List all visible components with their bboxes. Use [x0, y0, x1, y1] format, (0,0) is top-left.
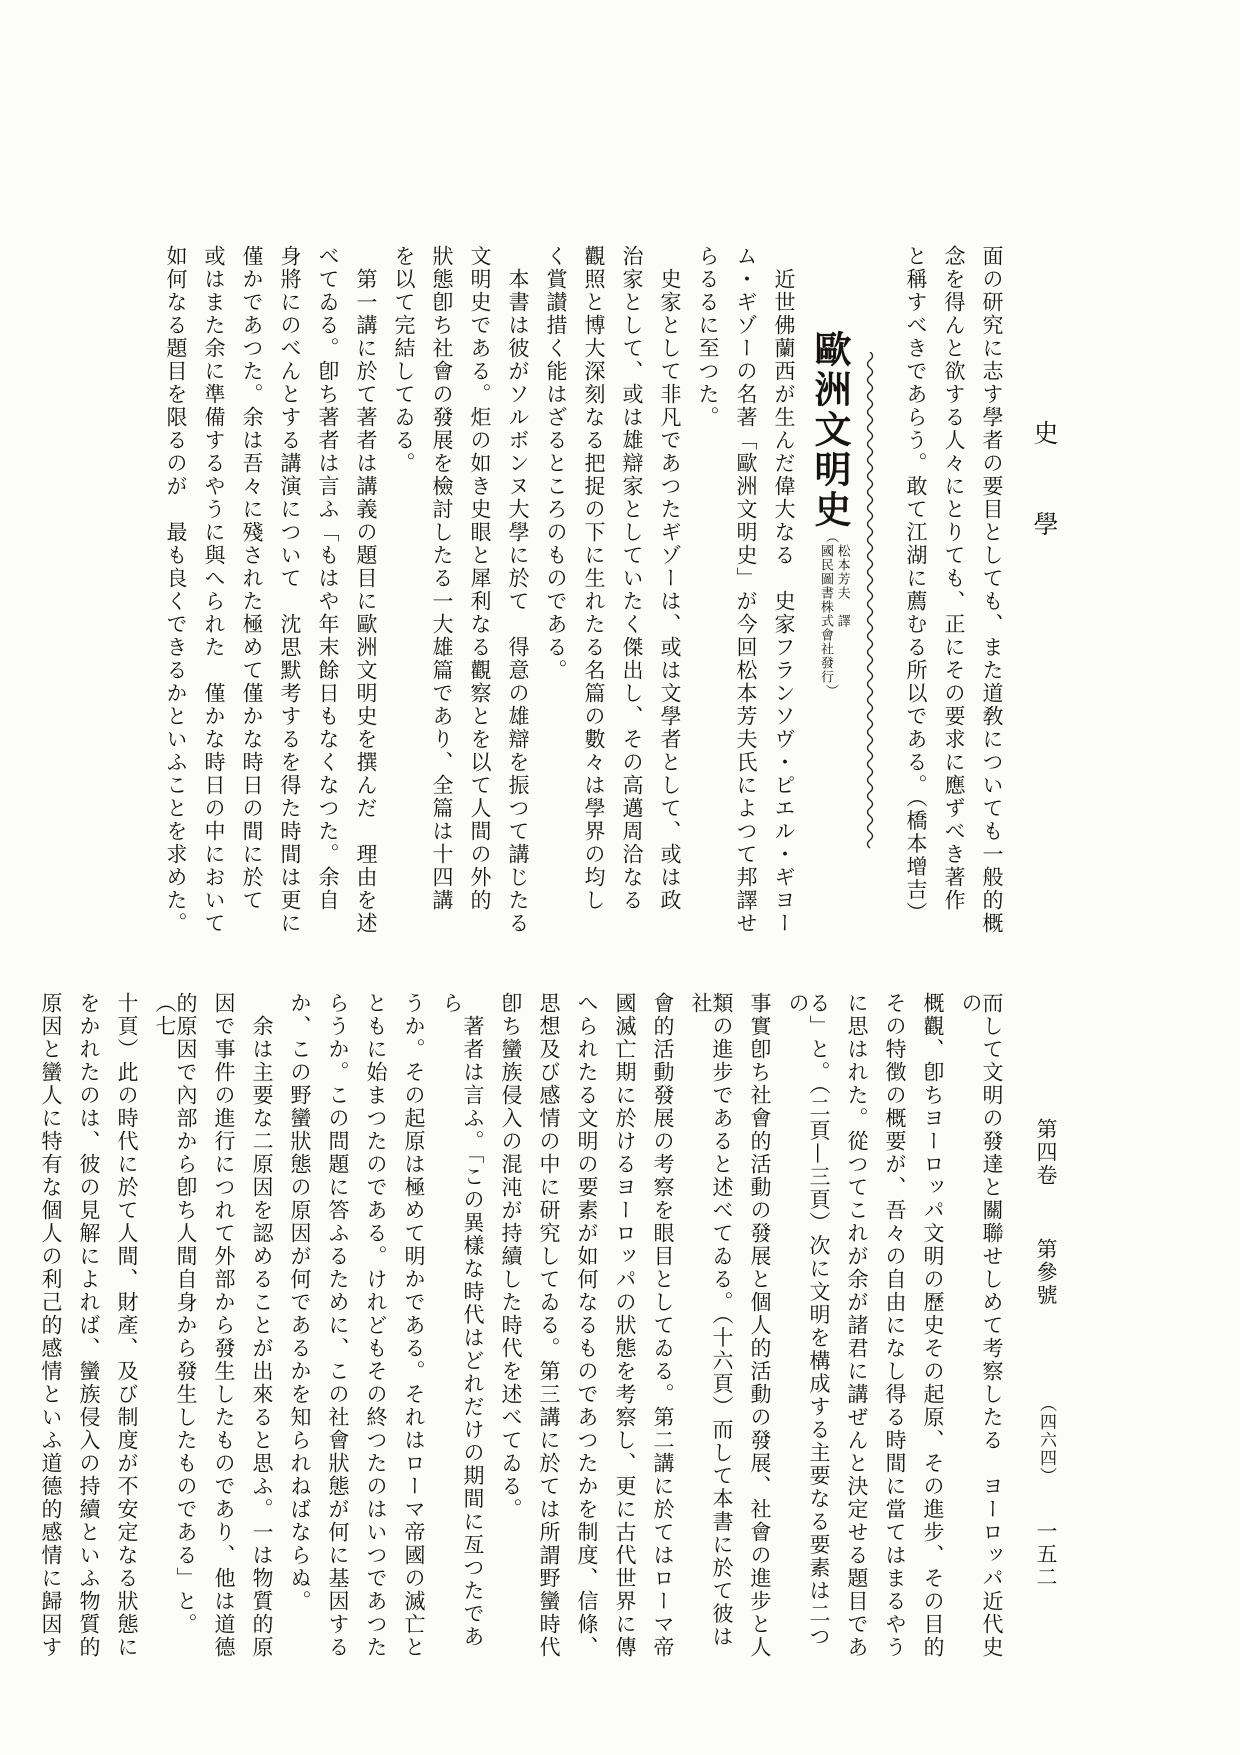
text-column: をかれたのは、彼の見解によれば、蠻族侵入の持續といふ物質的 — [77, 992, 101, 1659]
text-column: 類の進步であると述べてゐる。（十六頁）而して本書に於て彼は社 — [689, 992, 734, 1649]
text-column: ともに始まつたのである。けれどもその終つたのはいつであつた — [364, 992, 388, 1659]
upper-text-band — [165, 245, 1002, 945]
text-column: 如何なる題目を限るのが 最も良くできるかといふことを求めた。 — [164, 245, 188, 935]
issue-label: 第參號 — [1034, 1237, 1058, 1307]
page-number: 一五二 — [1034, 1520, 1058, 1590]
review-title: 歐洲文明史 — [808, 330, 852, 530]
text-column: る」と。（二頁—三頁）次に文明を構成する主要なる要素は二つの — [786, 992, 831, 1649]
text-column: 身將にのべんとする講演について 沈思默考するを得た時間は更に — [278, 245, 302, 935]
text-column: 念を得んと欲する人々にとりても、正にその要求に應ずべき著作 — [942, 245, 966, 912]
publisher-credit: 國民圖書株式會社發行 — [818, 544, 833, 684]
text-column: 國滅亡期に於けるヨーロッパの狀態を考察し、更に古代世界に傳 — [613, 992, 637, 1659]
review-body-lower — [40, 992, 1002, 1664]
title-annotation — [818, 530, 850, 698]
previous-review-ending — [905, 245, 1002, 945]
text-column: 十頁）此の時代に於て人間、財產、及び制度が不安定なる狀態に — [115, 992, 139, 1659]
annotation-columns — [818, 544, 848, 684]
review-body-upper — [165, 245, 794, 945]
text-column: 著者は言ふ。「この異樣な時代はどれだけの期間に亙つたであら — [440, 992, 485, 1649]
text-column: に思はれた。從つてこれが余が諸君に講ぜんと決定せる題目であ — [845, 992, 869, 1659]
text-column: 文明史である。炬の如き史眼と犀利なる觀察とを以て人間の外的 — [468, 245, 492, 912]
text-column: その特徴の概要が、吾々の自由になし得る時間に當てはまるやう — [883, 992, 907, 1659]
text-column: ム・ギゾーの名著「歐洲文明史」が今回松本芳夫氏によつて邦譯せ — [734, 245, 758, 935]
review-title-column — [808, 245, 852, 945]
text-column: 觀照と博大深刻なる把捉の下に生れたる名篇の數々は學界の均し — [582, 245, 606, 912]
text-column: 史家として非凡であつたギゾーは、或は文學者として、或は政 — [658, 268, 682, 912]
text-column: と稱すべきであらう。敢て江湖に薦むる所以である。（橋本增吉） — [904, 245, 928, 925]
text-column: 狀態卽ち社會の發展を檢討したる一大雄篇であり、全篇は十四講 — [430, 245, 454, 912]
text-column: 概觀、卽ちヨーロッパ文明の歷史その起原、その進步、その目的 — [921, 992, 945, 1659]
text-column: 近世佛蘭西が生んだ偉大なる 史家フランソヴ・ピエル・ギヨー — [772, 268, 796, 935]
text-column: べてゐる。卽ち著者は言ふ「もはや年末餘日もなくなつた。余自 — [316, 245, 340, 912]
text-column: 事實卽ち社會的活動の發展と個人的活動の發展、社會の進步と人 — [748, 992, 772, 1659]
text-column: らるるに至つた。 — [696, 245, 720, 429]
translator-credit: 松本芳夫 譯 — [834, 544, 850, 628]
running-footer — [1031, 1118, 1061, 1589]
text-column: を以て完結してゐる。 — [392, 245, 416, 475]
text-column: 第一講に於て著者は講義の題目に歐洲文明史を撰んだ 理由を述 — [354, 268, 378, 935]
annotation-close-paren: ） — [823, 684, 838, 698]
text-column: 而して文明の發達と關聯せしめて考察したる ヨーロッパ近代史の — [959, 992, 1004, 1659]
text-column: 會的活動發展の考察を眼目としてゐる。第二講に於てはローマ帝 — [651, 992, 675, 1659]
text-column: 卽ち蠻族侵入の混沌が持續した時代を述べてゐる。 — [499, 992, 523, 1521]
text-column: らうか。この問題に答ふるために、この社會狀態が何に基因する — [326, 992, 350, 1659]
text-column: 面の研究に志す學者の要目としても、また道敎についても一般的概 — [980, 245, 1004, 935]
text-column: 治家として、或は雄辯家としていたく傑出し、その高邁周洽なる — [620, 245, 644, 912]
text-column: 僅かであつた。余は吾々に殘された極めて僅かな時日の間に於て — [240, 245, 264, 912]
section-page-number: （四六四） — [1036, 1395, 1056, 1486]
journal-title: 史學 — [1030, 420, 1059, 602]
text-column: へられたる文明の要素が如何なるものであつたかを制度、信條、 — [575, 992, 599, 1659]
text-column: 原因と蠻人に特有な個人の利己的感情といふ道德的感情に歸因す — [39, 992, 63, 1659]
text-column: 思想及び感情の中に研究してゐる。第三講に於ては所謂野蠻時代 — [537, 992, 561, 1659]
text-column: うか。その起原は極めて明かである。それはローマ帝國の滅亡と — [402, 992, 426, 1659]
text-column: 余は主要な二原因を認めることが出來ると思ふ。一は物質的原 — [250, 1015, 274, 1659]
volume-label: 第四卷 — [1034, 1118, 1058, 1187]
text-column: く賞讃措く能はざるところのものである。 — [544, 245, 568, 682]
text-column: 本書は彼がソルボンヌ大學に於て 得意の雄辯を振つて講じたる — [506, 268, 530, 935]
text-column: 因で事件の進行につれて外部から發生したものであり、他は道德 — [212, 992, 236, 1659]
text-column: 的原因で內部から卽ち人間自身から發生したものである」と。（七 — [153, 992, 198, 1636]
text-column: か、この野蠻狀態の原因が何であるかを知られねばならぬ。 — [288, 992, 312, 1613]
annotation-open-paren: （ — [823, 530, 838, 544]
text-column: 或はまた余に準備するやうに與へられた 僅かな時日の中において — [202, 245, 226, 935]
